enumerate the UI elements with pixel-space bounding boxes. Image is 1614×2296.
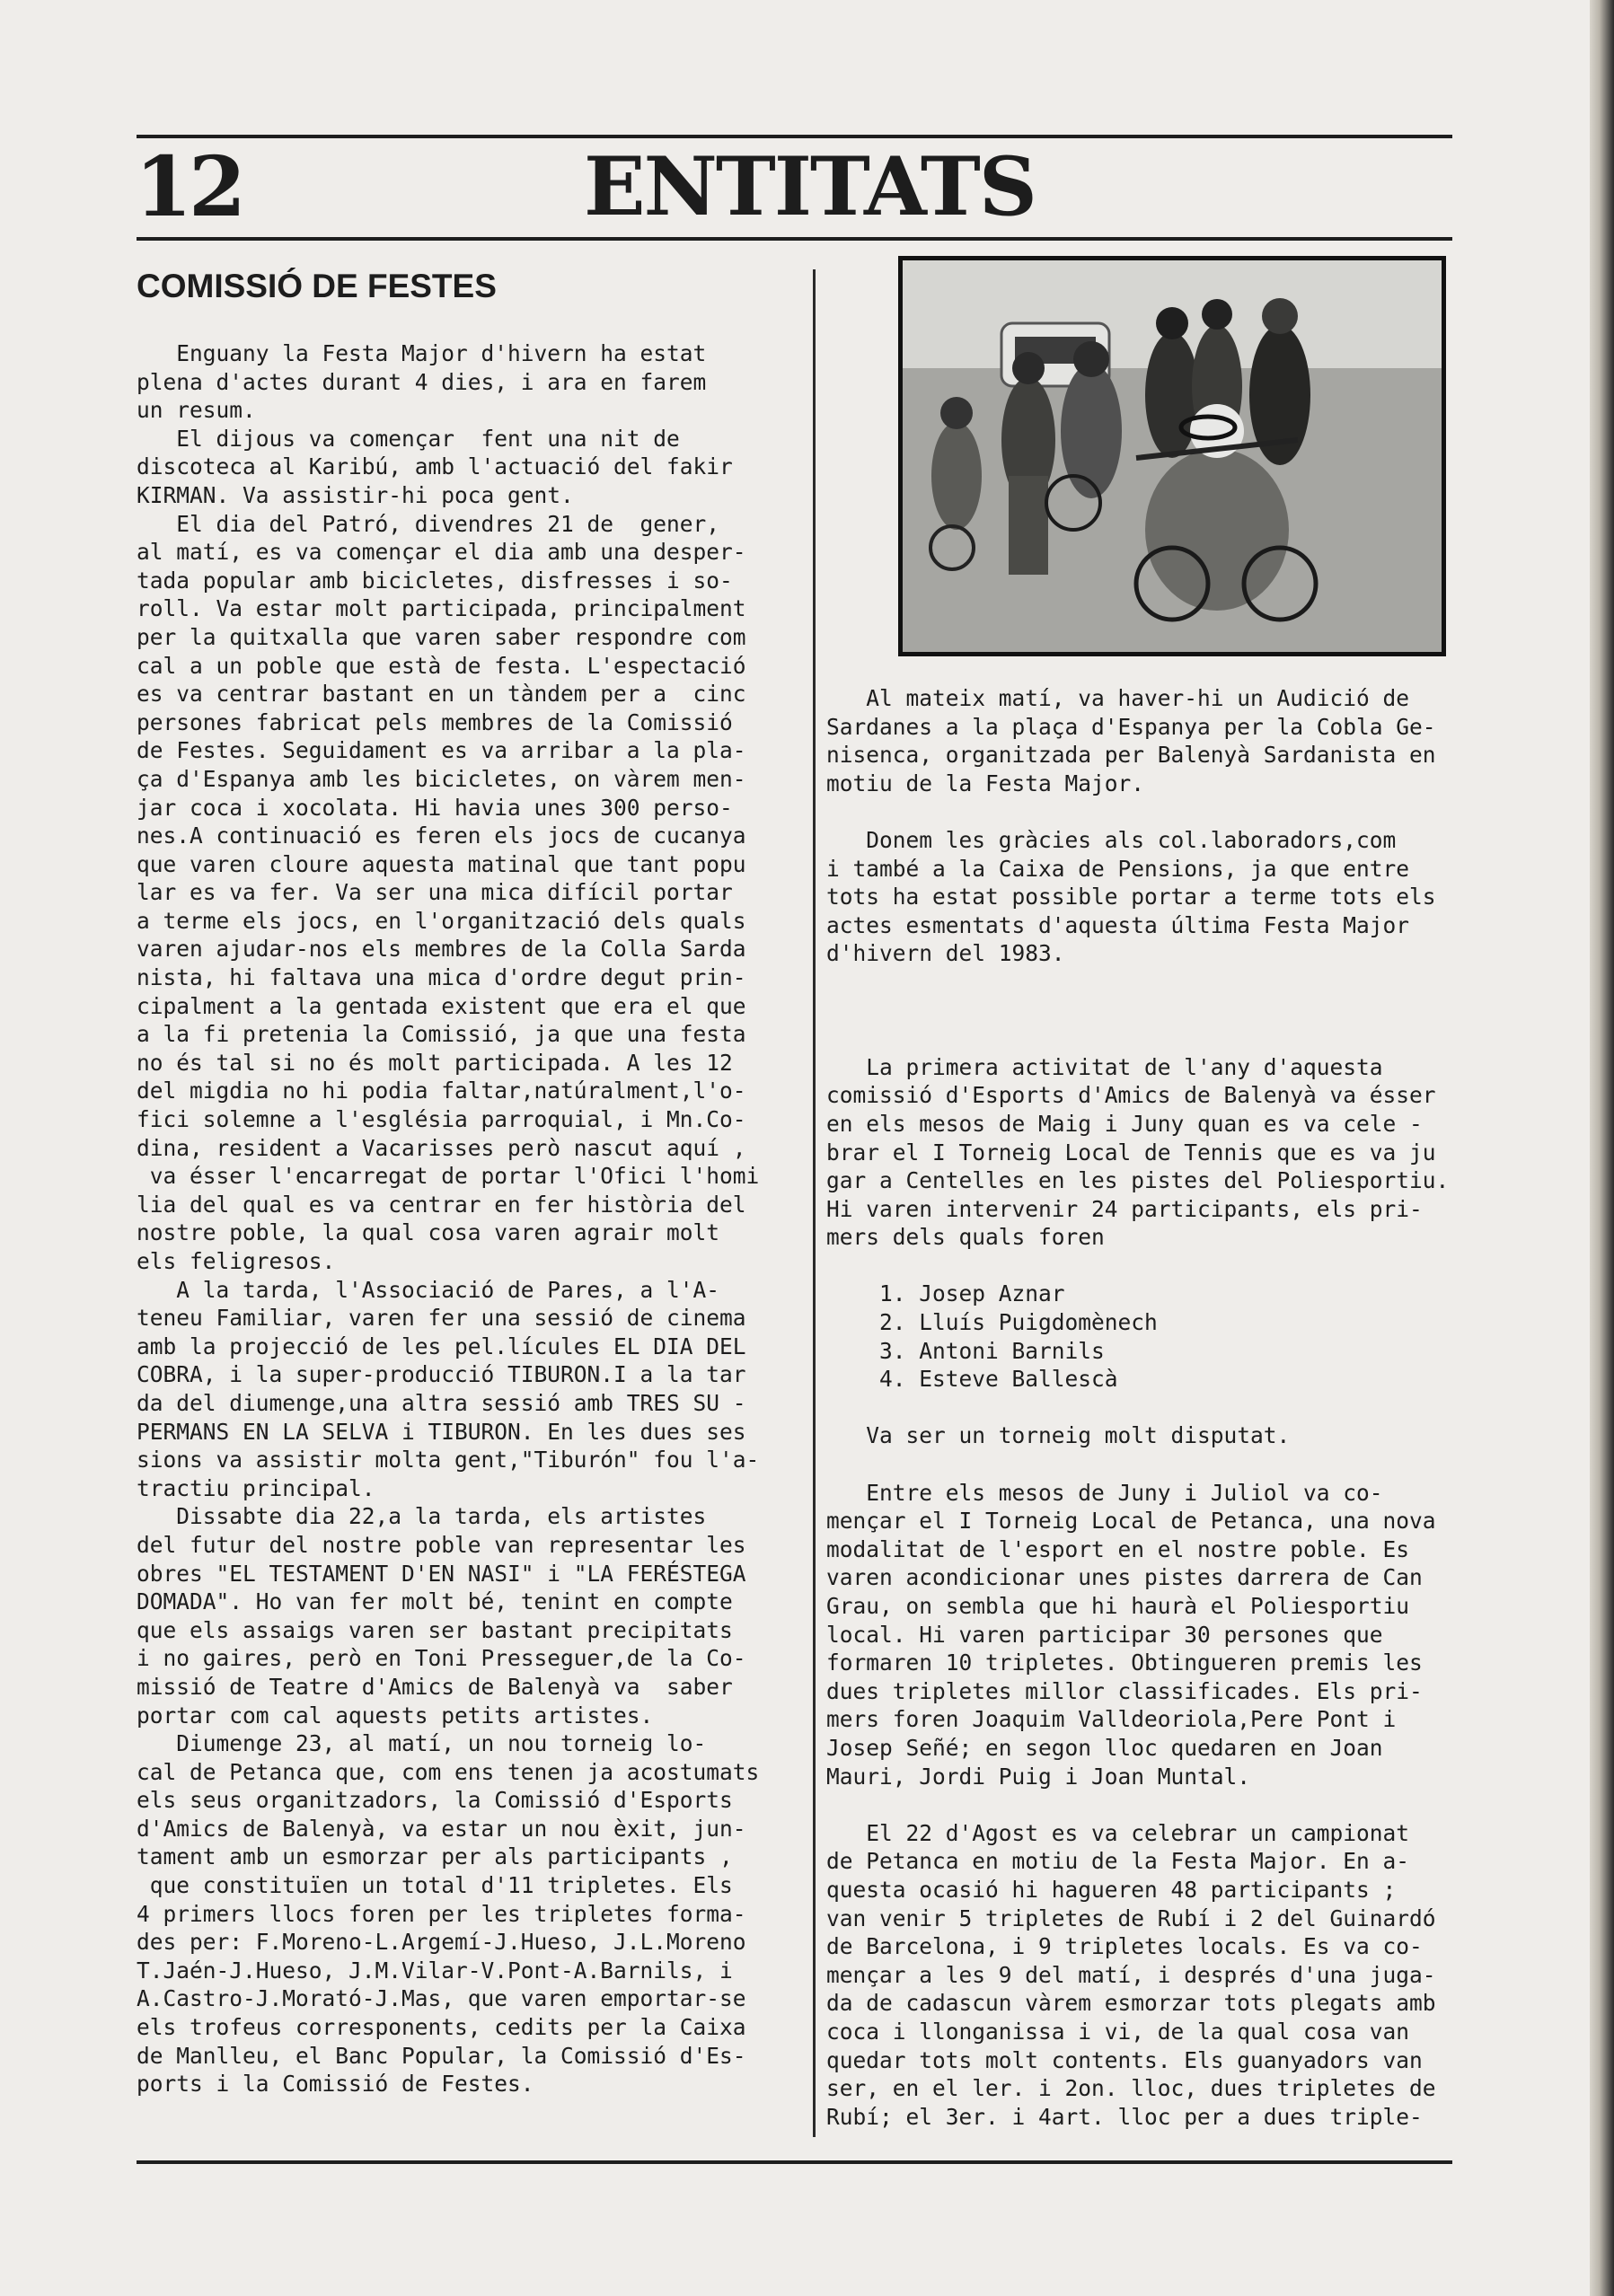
text-line: teneu Familiar, varen fer una sessió de cinema xyxy=(137,1305,746,1332)
text-line: cipalment a la gentada existent que era el que xyxy=(137,992,746,1019)
text-line: els feligresos. xyxy=(137,1248,336,1274)
text-line: de Festes. Seguidament es va arribar a la pla- xyxy=(137,737,746,764)
text-line: da del diumenge,una altra sessió amb TRES SU - xyxy=(137,1389,746,1416)
text-line: DOMADA". Ho van fer molt bé, tenint en compte xyxy=(137,1588,733,1615)
text-line: Hi varen intervenir 24 participants, els pri- xyxy=(826,1195,1423,1222)
left-column-text xyxy=(137,339,801,2098)
text-line: Va ser un torneig molt disputat. xyxy=(826,1422,1291,1449)
text-line: da de cadascun vàrem esmorzar tots plegats amb xyxy=(826,1990,1436,2017)
text-line: van venir 5 tripletes de Rubí i 2 del Guinardó xyxy=(826,1905,1436,1931)
text-line: KIRMAN. Va assistir-hi poca gent. xyxy=(137,481,574,508)
text-line: 3. Antoni Barnils xyxy=(826,1337,1105,1364)
text-line: PERMANS EN LA SELVA i TIBURON. En les dues ses xyxy=(137,1418,746,1445)
text-line: roll. Va estar molt participada, principalment xyxy=(137,595,746,622)
text-line: des per: F.Moreno-L.Argemí-J.Hueso, J.L.Moreno xyxy=(137,1929,746,1956)
text-line: comissió d'Esports d'Amics de Balenyà va ésser xyxy=(826,1082,1436,1109)
text-line: un resum. xyxy=(137,397,256,424)
text-line xyxy=(826,1450,1491,1479)
section-title: ENTITATS xyxy=(584,139,1036,234)
text-line: Rubí; el 3er. i 4art. lloc per a dues triple- xyxy=(826,2103,1423,2130)
text-line: motiu de la Festa Major. xyxy=(826,770,1145,796)
text-line xyxy=(826,1025,1491,1053)
text-line: brar el I Torneig Local de Tennis que es va ju xyxy=(826,1139,1436,1166)
text-line: Entre els mesos de Juny i Juliol va co- xyxy=(826,1479,1383,1506)
text-line: ça d'Espanya amb les bicicletes, on vàrem men- xyxy=(137,765,746,792)
text-line: d'Amics de Balenyà, va estar un nou èxit, jun- xyxy=(137,1815,746,1842)
text-line: coca i llonganissa i vi, de la qual cosa van xyxy=(826,2018,1410,2045)
text-line: lia del qual es va centrar en fer història del xyxy=(137,1191,746,1218)
text-line: a la fi pretenia la Comissió, ja que una festa xyxy=(137,1021,746,1048)
text-line: mers foren Joaquim Valldeoriola,Pere Pont i xyxy=(826,1706,1397,1733)
text-line: El dia del Patró, divendres 21 de gener, xyxy=(137,510,720,537)
text-line: Grau, on sembla que hi haurà el Poliesportiu xyxy=(826,1593,1410,1619)
text-line: va ésser l'encarregat de portar l'Ofici l'homi xyxy=(137,1163,760,1190)
header-top-rule xyxy=(137,135,1452,138)
text-line: Josep Señé; en segon lloc quedaren en Joan xyxy=(826,1734,1383,1761)
text-line: formaren 10 tripletes. Obtingueren premis les xyxy=(826,1649,1423,1676)
text-line: dina, resident a Vacarisses però nascut aquí , xyxy=(137,1134,746,1161)
text-line: de Petanca en motiu de la Festa Major. En a- xyxy=(826,1848,1410,1875)
text-line: d'hivern del 1983. xyxy=(826,940,1065,967)
text-line: al matí, es va començar el dia amb una desper- xyxy=(137,539,746,566)
text-line: local. Hi varen participar 30 persones que xyxy=(826,1621,1383,1648)
text-line: A la tarda, l'Associació de Pares, a l'A- xyxy=(137,1276,720,1303)
text-line: nista, hi faltava una mica d'ordre degut prin- xyxy=(137,964,746,991)
text-line: 1. Josep Aznar xyxy=(826,1280,1065,1307)
text-line: del futur del nostre poble van representar les xyxy=(137,1531,746,1558)
text-line: a terme els jocs, en l'organització dels quals xyxy=(137,907,746,934)
text-line: i no gaires, però en Toni Presseguer,de la Co- xyxy=(137,1645,746,1672)
text-line: 4 primers llocs foren per les tripletes forma- xyxy=(137,1900,746,1927)
text-line: Al mateix matí, va haver-hi un Audició de xyxy=(826,685,1410,711)
text-line: els trofeus corresponents, cedits per la Caixa xyxy=(137,2014,746,2041)
text-line: fici solemne a l'església parroquial, i Mn.Co- xyxy=(137,1106,746,1133)
text-line: de Manlleu, el Banc Popular, la Comissió d'Es- xyxy=(137,2042,746,2069)
text-line: amb la projecció de les pel.lícules EL DIA DEL xyxy=(137,1333,746,1359)
text-line: El dijous va començar fent una nit de xyxy=(137,425,680,452)
bicycle-parade-photo-illustration xyxy=(903,260,1442,652)
text-line: questa ocasió hi hagueren 48 participants ; xyxy=(826,1876,1397,1903)
text-line: sions va assistir molta gent,"Tiburón" fou l'a- xyxy=(137,1447,760,1473)
text-line: tada popular amb bicicletes, disfresses i so- xyxy=(137,567,733,594)
text-line: tots ha estat possible portar a terme tots els xyxy=(826,884,1436,910)
text-line: El 22 d'Agost es va celebrar un campionat xyxy=(826,1819,1410,1846)
text-line: mençar el I Torneig Local de Petanca, una nova xyxy=(826,1508,1436,1535)
text-line: 2. Lluís Puigdomènech xyxy=(826,1309,1158,1336)
text-line: obres "EL TESTAMENT D'EN NASI" i "LA FERÉSTEGA xyxy=(137,1560,746,1587)
text-line: en els mesos de Maig i Juny quan es va cele - xyxy=(826,1110,1423,1137)
text-line: que els assaigs varen ser bastant precipitats xyxy=(137,1616,733,1643)
text-line: Dissabte dia 22,a la tarda, els artistes xyxy=(137,1503,707,1530)
text-line: nes.A continuació es feren els jocs de cucanya xyxy=(137,823,746,849)
text-line: els seus organitzadors, la Comissió d'Esports xyxy=(137,1787,733,1814)
text-line: nisenca, organitzada per Balenyà Sardanista en xyxy=(826,742,1436,769)
text-line: varen acondicionar unes pistes darrera de Can xyxy=(826,1564,1423,1591)
text-line: que varen cloure aquesta matinal que tant popu xyxy=(137,850,746,877)
column-divider xyxy=(813,269,816,2137)
text-line: Enguany la Festa Major d'hivern ha estat xyxy=(137,340,707,366)
text-line: de Barcelona, i 9 tripletes locals. Es va co- xyxy=(826,1933,1423,1960)
text-line: T.Jaén-J.Hueso, J.M.Vilar-V.Pont-A.Barnils, i xyxy=(137,1957,733,1984)
text-line: jar coca i xocolata. Hi havia unes 300 perso- xyxy=(137,794,733,821)
right-column-text xyxy=(826,684,1491,2131)
text-line: per la quitxalla que varen saber respondre com xyxy=(137,623,746,650)
text-line: persones fabricat pels membres de la Comissió xyxy=(137,708,733,735)
text-line xyxy=(826,1394,1491,1422)
text-line: mers dels quals foren xyxy=(826,1224,1105,1251)
text-line: no és tal si no és molt participada. A les 12 xyxy=(137,1049,733,1076)
festival-photo xyxy=(898,256,1446,656)
text-line: Donem les gràcies als col.laboradors,com xyxy=(826,826,1397,853)
text-line: ports i la Comissió de Festes. xyxy=(137,2071,534,2098)
text-line: que constituïen un total d'11 tripletes. Els xyxy=(137,1872,733,1899)
header-bottom-rule xyxy=(137,237,1452,241)
text-line: mençar a les 9 del matí, i després d'una juga- xyxy=(826,1961,1436,1988)
text-line: cal a un poble que està de festa. L'espectació xyxy=(137,652,746,679)
text-line: portar com cal aquests petits artistes. xyxy=(137,1702,654,1729)
text-line: tractiu principal. xyxy=(137,1474,375,1501)
text-line: es va centrar bastant en un tàndem per a cinc xyxy=(137,681,746,708)
text-line: quedar tots molt contents. Els guanyadors van xyxy=(826,2046,1423,2073)
text-line: actes esmentats d'aquesta última Festa Major xyxy=(826,911,1410,938)
footer-rule xyxy=(137,2160,1452,2164)
text-line xyxy=(826,1252,1491,1280)
text-line: dues tripletes millor classificades. Els pri- xyxy=(826,1677,1423,1704)
text-line: missió de Teatre d'Amics de Balenyà va saber xyxy=(137,1673,733,1700)
text-line: tament amb un esmorzar per als participants , xyxy=(137,1843,733,1870)
text-line: nostre poble, la qual cosa varen agrair molt xyxy=(137,1219,720,1246)
text-line: Diumenge 23, al matí, un nou torneig lo- xyxy=(137,1730,707,1757)
text-line: lar es va fer. Va ser una mica difícil portar xyxy=(137,879,733,906)
text-line: discoteca al Karibú, amb l'actuació del fakir xyxy=(137,453,733,480)
text-line xyxy=(826,997,1491,1025)
text-line: ser, en el ler. i 2on. lloc, dues tripletes de xyxy=(826,2075,1436,2102)
text-line: Mauri, Jordi Puig i Joan Muntal. xyxy=(826,1763,1251,1790)
article-heading: COMISSIÓ DE FESTES xyxy=(137,268,497,304)
text-line: La primera activitat de l'any d'aquesta xyxy=(826,1053,1383,1080)
text-line xyxy=(826,1790,1491,1819)
text-line: del migdia no hi podia faltar,natúralment,l'o- xyxy=(137,1078,746,1104)
text-line xyxy=(826,968,1491,997)
text-line: cal de Petanca que, com ens tenen ja acostumats xyxy=(137,1758,760,1785)
text-line: gar a Centelles en les pistes del Poliesportiu. xyxy=(826,1167,1450,1194)
text-line: Sardanes a la plaça d'Espanya per la Cobla Ge- xyxy=(826,713,1436,740)
text-line: COBRA, i la super-producció TIBURON.I a la tar xyxy=(137,1361,746,1388)
text-line: varen ajudar-nos els membres de la Colla Sarda xyxy=(137,936,746,963)
page-edge xyxy=(1590,0,1614,2296)
text-line: A.Castro-J.Morató-J.Mas, que varen emportar-se xyxy=(137,1985,746,2012)
page-number: 12 xyxy=(135,138,243,235)
text-line: modalitat de l'esport en el nostre poble. Es xyxy=(826,1535,1410,1562)
text-line: 4. Esteve Ballescà xyxy=(826,1366,1118,1393)
text-line xyxy=(826,797,1491,826)
text-line: plena d'actes durant 4 dies, i ara en farem xyxy=(137,368,707,395)
text-line: i també a la Caixa de Pensions, ja que entre xyxy=(826,855,1410,882)
